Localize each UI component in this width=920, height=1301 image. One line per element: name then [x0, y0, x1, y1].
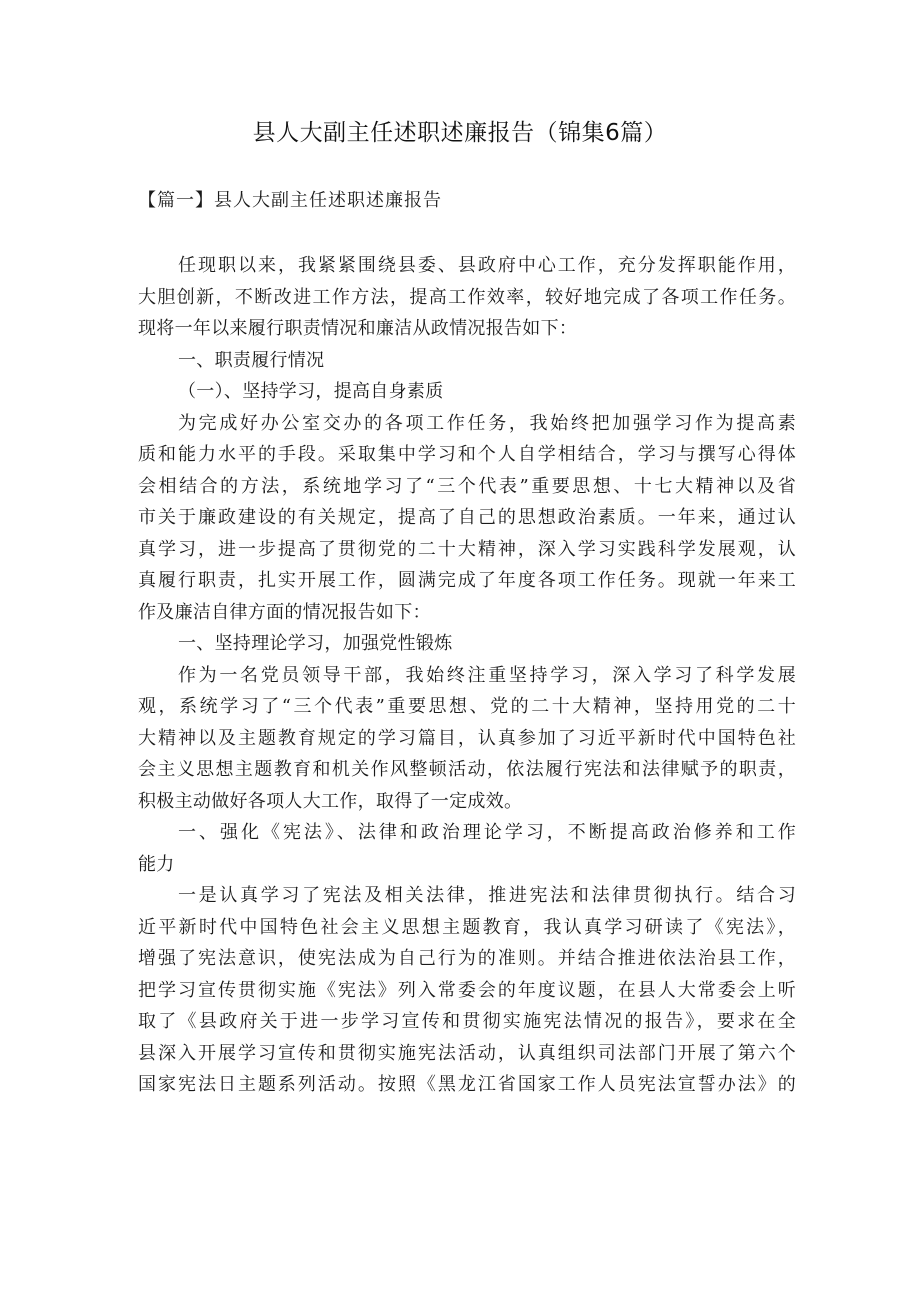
text-line: 作及廉洁自律方面的情况报告如下：: [138, 601, 431, 623]
text-line: 能力: [138, 853, 175, 875]
text-line: 一、强化《宪法》、法律和政治理论学习，不断提高政治修养和工作: [178, 822, 796, 843]
text-line: 作为一名党员领导干部，我始终注重坚持学习，深入学习了科学发展: [178, 664, 796, 686]
text-line: 任现职以来，我紧紧围绕县委、县政府中心工作，充分发挥职能作用，: [178, 255, 796, 276]
text-line: 真履行职责，扎实开展工作，圆满完成了年度各项工作任务。现就一年来工: [138, 570, 796, 591]
text-line: 为完成好办公室交办的各项工作任务，我始终把加强学习作为提高素: [178, 412, 796, 434]
document-body: [138, 250, 796, 1101]
text-line: 质和能力水平的手段。采取集中学习和个人自学相结合，学习与撰写心得体: [138, 444, 796, 465]
text-line: 观，系统学习了“三个代表”重要思想、党的二十大精神，坚持用党的二十: [138, 696, 796, 717]
text-line: 国家宪法日主题系列活动。按照《黑龙江省国家工作人员宪法宣誓办法》的: [138, 1074, 796, 1095]
text-line: 近平新时代中国特色社会主义思想主题教育，我认真学习研读了《宪法》，: [138, 916, 796, 938]
text-line: 会主义思想主题教育和机关作风整顿活动，依法履行宪法和法律赋予的职责，: [138, 759, 796, 780]
text-line: 取了《县政府关于进一步学习宣传和贯彻实施宪法情况的报告》，要求在全: [138, 1011, 796, 1032]
document-title: 县人大副主任述职述廉报告（锦集6篇）: [252, 120, 668, 146]
text-line: 会相结合的方法，系统地学习了“三个代表”重要思想、十七大精神以及省: [138, 475, 796, 497]
text-line: 市关于廉政建设的有关规定，提高了自己的思想政治素质。一年来，通过认: [138, 507, 796, 528]
text-line: 把学习宣传贯彻实施《宪法》列入常委会的年度议题，在县人大常委会上听: [138, 979, 796, 1001]
text-line: 增强了宪法意识，使宪法成为自己行为的准则。并结合推进依法治县工作，: [138, 948, 796, 969]
text-line: 真学习，进一步提高了贯彻党的二十大精神，深入学习实践科学发展观，认: [138, 538, 796, 560]
section-heading: 【篇一】县人大副主任述职述廉报告: [138, 190, 442, 211]
text-line: 大胆创新，不断改进工作方法，提高工作效率，较好地完成了各项工作任务。: [138, 286, 796, 308]
text-line: 县深入开展学习宣传和贯彻实施宪法活动，认真组织司法部门开展了第六个: [138, 1042, 796, 1064]
text-line: 一是认真学习了宪法及相关法律，推进宪法和法律贯彻执行。结合习: [178, 885, 796, 906]
text-line: 现将一年以来履行职责情况和廉洁从政情况报告如下：: [138, 318, 578, 339]
text-line: 积极主动做好各项人大工作，取得了一定成效。: [138, 790, 523, 812]
text-line: 一、职责履行情况: [178, 349, 325, 371]
text-line: 一、坚持理论学习，加强党性锻炼: [178, 633, 453, 654]
text-line: （一）、坚持学习，提高自身素质: [178, 381, 444, 402]
text-line: 大精神以及主题教育规定的学习篇目，认真参加了习近平新时代中国特色社: [138, 727, 796, 749]
